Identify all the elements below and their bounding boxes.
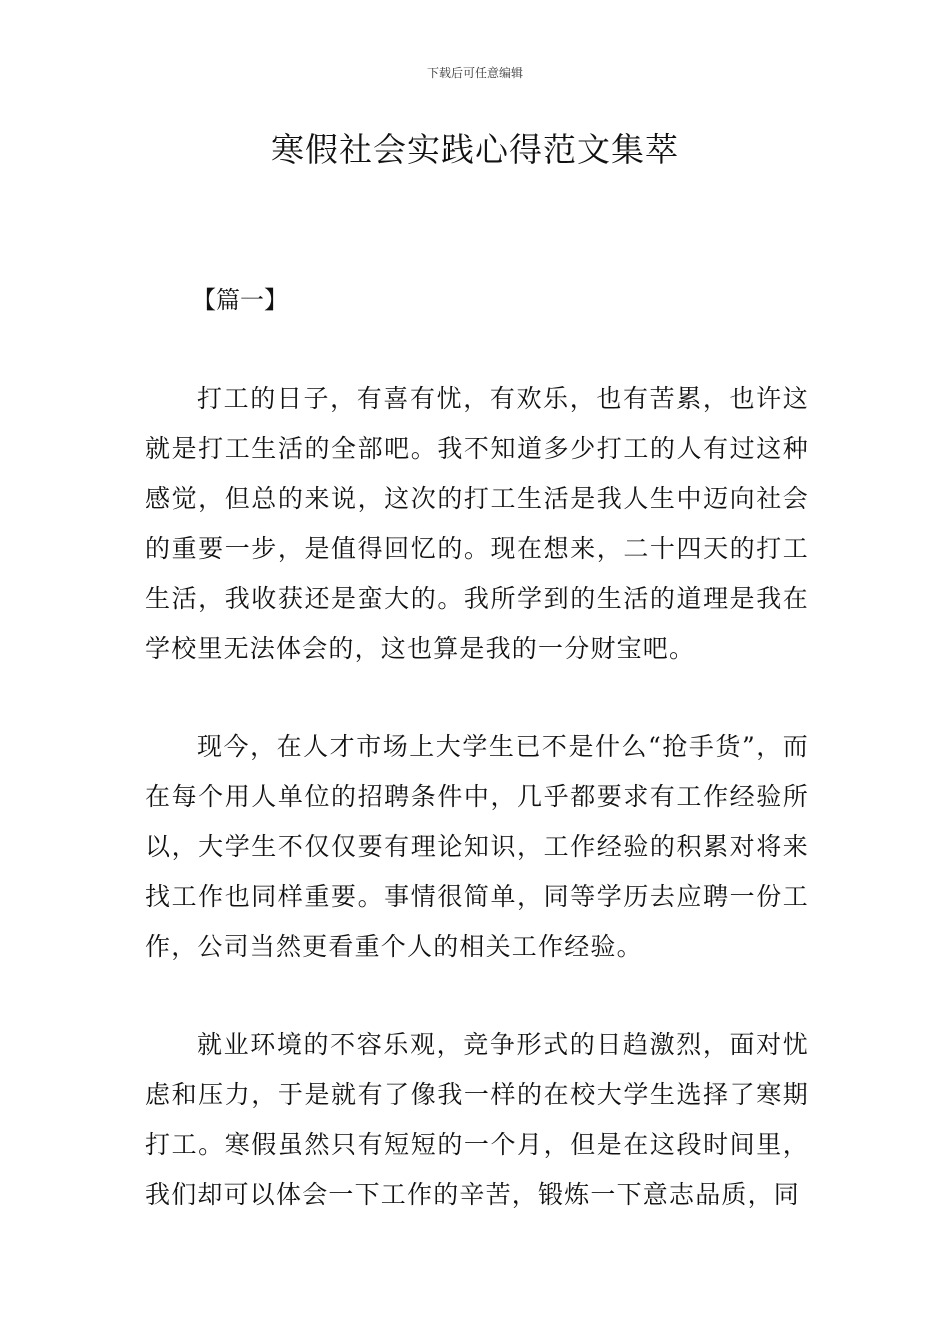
paragraph-1: 打工的日子，有喜有忧，有欢乐，也有苦累，也许这就是打工生活的全部吧。我不知道多少打工的人有过这种感觉，但总的来说，这次的打工生活是我人生中迈向社会的重要一步，是值得回忆的。现在想来，二十四天的打工生活，我收获还是蛮大的。我所学到的生活的道理是我在学校里无法体会的，这也算是我的一分财宝吧。 bbox=[145, 384, 809, 663]
document-title: 寒假社会实践心得范文集萃 bbox=[271, 130, 679, 169]
paragraph-2: 现今，在人才市场上大学生已不是什么“抢手货”，而在每个用人单位的招聘条件中，几乎都要求有工作经验所以，大学生不仅仅要有理论知识，工作经验的积累对将来找工作也同样重要。事情很简单，同等学历去应聘一份工作，公司当然更看重个人的相关工作经验。 bbox=[145, 732, 809, 961]
paragraph-3: 就业环境的不容乐观，竞争形式的日趋激烈，面对忧虑和压力，于是就有了像我一样的在校大学生选择了寒期打工。寒假虽然只有短短的一个月，但是在这段时间里，我们却可以体会一下工作的辛苦，锻炼一下意志品质，同 bbox=[145, 1030, 809, 1209]
section-heading: 【篇一】 bbox=[192, 286, 288, 314]
page-header-note: 下载后可任意编辑 bbox=[426, 66, 523, 80]
